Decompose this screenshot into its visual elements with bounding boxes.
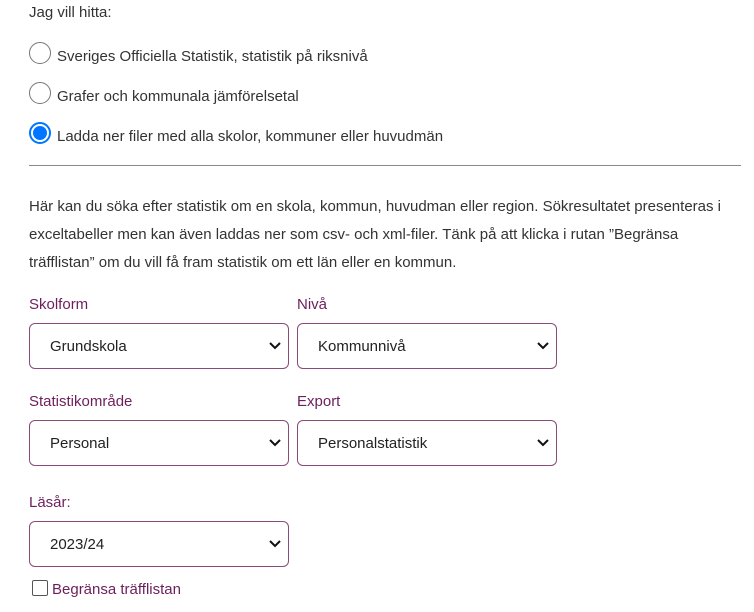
radio-label-ladda-ner[interactable]: Ladda ner filer med alla skolor, kommuner eller huvudmän bbox=[57, 127, 444, 145]
radio-label-grafer[interactable]: Grafer och kommunala jämförelsetal bbox=[57, 87, 299, 105]
export-label: Export bbox=[297, 393, 341, 410]
niva-value: Kommunnivå bbox=[318, 337, 406, 355]
radio-option-ladda-ner[interactable] bbox=[29, 120, 443, 146]
limit-results-option[interactable] bbox=[32, 579, 181, 596]
lasar-label: Läsår: bbox=[29, 494, 71, 511]
statistikomrade-select[interactable] bbox=[29, 420, 289, 466]
radio-button-ladda-ner[interactable] bbox=[29, 122, 51, 144]
find-label: Jag vill hitta: bbox=[29, 4, 112, 21]
radio-selected-dot bbox=[33, 126, 47, 140]
lasar-select[interactable] bbox=[29, 521, 289, 567]
skolform-value: Grundskola bbox=[50, 337, 127, 355]
radio-option-grafer[interactable] bbox=[29, 80, 299, 106]
niva-label: Nivå bbox=[297, 296, 328, 313]
chevron-down-icon bbox=[534, 439, 552, 447]
radio-label-sos[interactable]: Sveriges Officiella Statistik, statistik på riksnivå bbox=[57, 47, 368, 65]
section-divider bbox=[29, 165, 741, 166]
radio-button-sos[interactable] bbox=[29, 42, 51, 64]
skolform-label: Skolform bbox=[29, 296, 89, 313]
chevron-down-icon bbox=[266, 439, 284, 447]
statistikomrade-value: Personal bbox=[50, 434, 110, 452]
limit-results-label[interactable]: Begränsa träfflistan bbox=[52, 581, 181, 598]
export-value: Personalstatistik bbox=[318, 434, 428, 452]
chevron-down-icon bbox=[534, 342, 552, 350]
radio-button-grafer[interactable] bbox=[29, 82, 51, 104]
niva-select[interactable] bbox=[297, 323, 557, 369]
limit-results-checkbox[interactable] bbox=[32, 580, 48, 596]
radio-option-sos[interactable] bbox=[29, 40, 368, 66]
lasar-value: 2023/24 bbox=[50, 535, 105, 553]
search-description: Här kan du söka efter statistik om en skola, kommun, huvudman eller region. Sökresultatet presenteras i exceltabeller men kan även laddas ner som csv- och xml-filer. Tänk på att klicka i rutan ”Begränsa träfflistan” om du vill få fram statistik om ett län eller en kommun. bbox=[29, 198, 721, 271]
chevron-down-icon bbox=[266, 342, 284, 350]
statistikomrade-label: Statistikområde bbox=[29, 393, 133, 410]
skolform-select[interactable] bbox=[29, 323, 289, 369]
export-select[interactable] bbox=[297, 420, 557, 466]
chevron-down-icon bbox=[266, 540, 284, 548]
